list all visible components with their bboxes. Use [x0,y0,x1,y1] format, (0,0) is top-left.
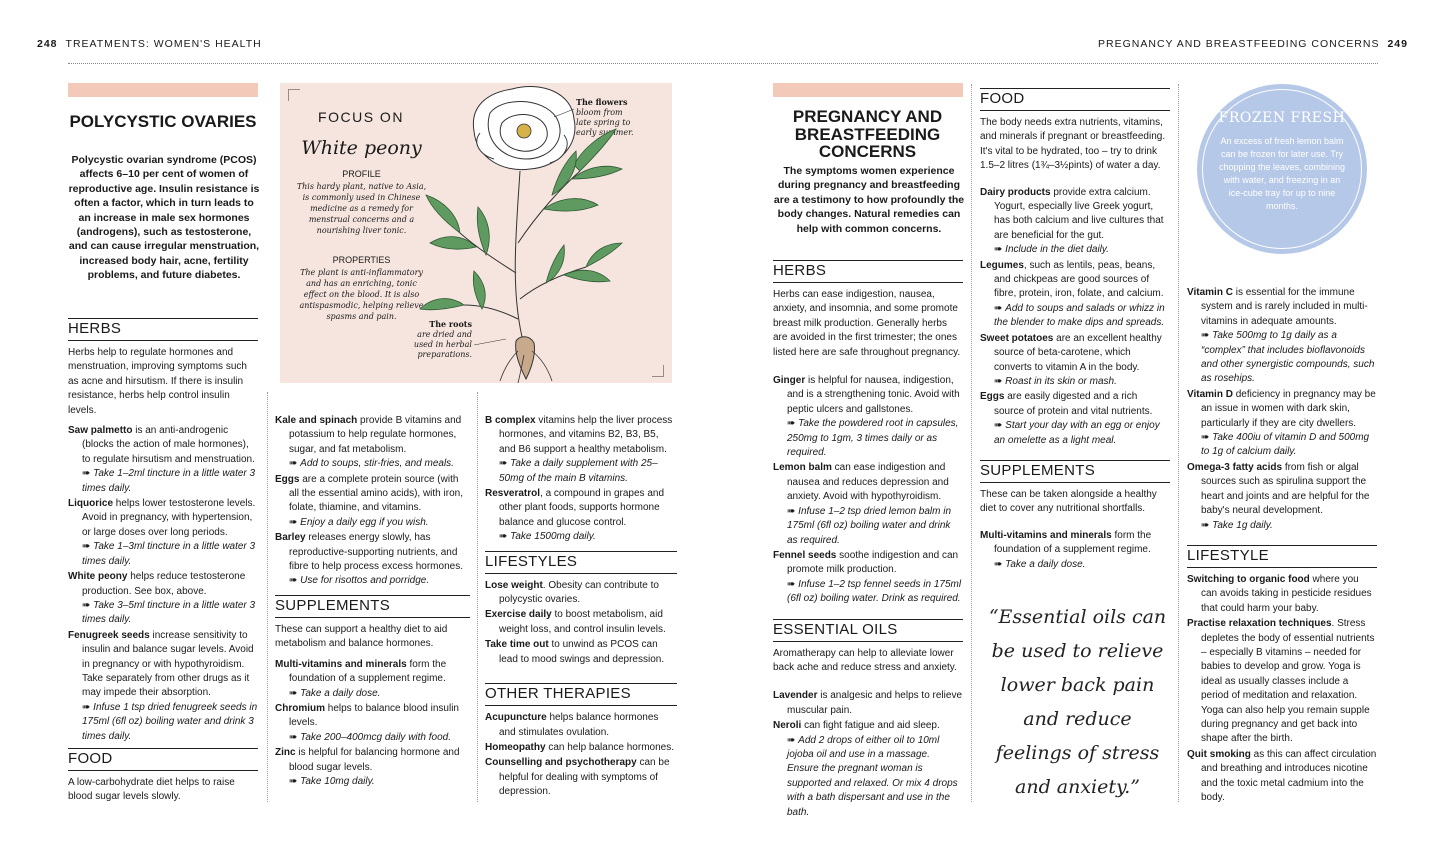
list-item [68,629,258,744]
pcos-food-intro: A low-carbohydrate diet helps to raise blood sugar levels slowly. [68,777,235,803]
arrow-icon: ➠ [787,734,799,746]
item-term: Saw palmetto [68,425,133,437]
arrow-icon: ➠ [82,468,94,480]
item-term: Dairy products [980,186,1051,198]
item-text: , a compound in grapes and other plant foods, supports hormone balance and glucose control. [499,488,665,528]
list-item [485,711,677,740]
item-text: . Obesity can contribute to polycystic ovaries. [499,579,659,606]
item-text: provide extra calcium. Yogurt, especially live Greek yogurt, has both calcium and live cultures that are beneficial for the gut. [994,186,1164,241]
essential-oils-list [773,689,963,820]
item-text: helps to balance blood insulin levels. [289,702,459,729]
item-term: Lavender [773,690,818,702]
list-item [980,332,1170,390]
item-term: Barley [275,532,306,544]
list-item [773,719,963,820]
list-item [1187,286,1377,387]
item-tip: Take 1500mg daily. [510,531,596,543]
frozen-fresh-callout [1202,89,1362,249]
list-item [275,658,470,701]
item-term: Homeopathy [485,741,546,753]
pull-quote: “Essential oils can be used to relieve lower back pain and reduce feelings of stress and anxiety.” [988,606,1167,798]
item-term: Lemon balm [773,462,832,474]
item-tip: Take 1–3ml tincture in a little water 3 times daily. [82,541,256,567]
item-tip: Infuse 1–2 tsp fennel seeds in 175ml (6fl oz) boiling water. Drink as required. [787,578,962,605]
item-term: Switching to organic food [1187,573,1310,585]
pcos-herbs-heading: HERBS [68,318,258,341]
arrow-icon: ➠ [787,578,799,590]
arrow-icon: ➠ [787,505,799,517]
item-term: Lose weight [485,579,543,591]
item-term: White peony [68,571,128,583]
item-term: Fennel seeds [773,549,837,561]
column-divider [267,392,268,802]
arrow-icon: ➠ [289,516,301,528]
profile-text: This hardy plant, native to Asia, is commonly used in Chinese medicine as a remedy for menstrual concerns and a nourishing liver tonic. [296,181,427,235]
pregnancy-herbs-list [773,374,963,607]
header-rule [68,63,1378,64]
list-item [275,702,470,745]
arrow-icon: ➠ [1201,432,1213,444]
arrow-icon: ➠ [994,558,1006,570]
item-text: are an excellent healthy source of beta-carotene, which converts to vitamin A in the body. [994,332,1162,373]
pcos-supplements-list [275,658,470,790]
essential-oils-intro: Aromatherapy can help to alleviate lower back ache and reduce stress and anxiety. [773,647,957,673]
item-tip: Take the powdered root in capsules, 250mg to 1gm, 3 times daily or as required. [787,418,959,459]
list-item [485,638,677,667]
list-item [485,579,677,608]
arrow-icon: ➠ [289,775,301,787]
arrow-icon: ➠ [1201,330,1213,342]
item-text: is essential for the immune system and is rarely included in multi-vitamins in adequate amounts. [1201,287,1368,327]
item-term: Ginger [773,375,806,387]
pcos-title: POLYCYSTIC OVARIES [69,112,257,131]
item-term: Multi-vitamins and minerals [980,529,1112,541]
list-item [275,473,470,531]
item-term: Multi-vitamins and minerals [275,658,407,670]
white-peony-illustration [280,83,672,383]
pcos-lifestyle-column [485,414,677,801]
item-text: from fish or algal sources such as spirulina support the heart and joints and are helpful for the baby's neural development. [1201,461,1370,517]
pcos-supplements-list-continued [485,414,677,545]
item-tip: Take 10mg daily. [300,775,375,787]
pcos-herbs-intro: Herbs help to regulate hormones and menstruation, improving symptoms such as acne and hirsutism. If there is insulin resistance, herbs help control insulin levels. [68,347,247,416]
item-text: increase sensitivity to insulin and balance sugar levels. Avoid in pregnancy or with hypothyroidism. Take separately from other drugs as it may impede their absorption. [82,629,254,699]
list-item [275,414,470,472]
item-text: can fight fatigue and aid sleep. [801,720,940,732]
item-text: is helpful for nausea, indigestion, and is a strengthening tonic. Avoid with peptic ulcers and gallstones. [787,375,960,415]
item-tip: Enjoy a daily egg if you wish. [300,516,429,528]
item-text: is an anti-androgenic (blocks the action of male hormones), to regulate hirsutism and menstruation. [82,425,255,465]
list-item [68,570,258,628]
item-tip: Roast in its skin or mash. [1005,375,1117,387]
frozen-fresh-title: FROZEN FRESH [1218,110,1346,126]
item-tip: Take 1g daily. [1212,519,1273,531]
focus-on-box [280,83,672,383]
flowers-text: bloom from late spring to early summer. [576,108,634,137]
arrow-icon: ➠ [1201,519,1213,531]
list-item [485,608,677,637]
arrow-icon: ➠ [499,531,511,543]
pregnancy-supplements-list-continued [1187,286,1377,533]
item-term: Eggs [275,473,300,485]
list-item [980,390,1170,448]
pregnancy-food-intro: The body needs extra nutrients, vitamins, and minerals if pregnant or breastfeeding. It's vital to be hydrated, too – try to drink 1.5–2 litres (1¾–3½pints) of water a day. [980,117,1166,172]
pcos-other-therapies-list [485,711,677,799]
right-page-number: 249 [1387,38,1408,50]
pregnancy-lifestyle-column [1187,286,1377,806]
item-tip: Include in the diet daily. [1005,244,1109,256]
list-item [773,689,963,718]
pregnancy-supplements-intro: These can be taken alongside a healthy diet to cover any nutritional shortfalls. [980,488,1157,515]
list-item [485,487,677,545]
pregnancy-food-heading: FOOD [980,88,1170,111]
arrow-icon: ➠ [994,420,1006,432]
item-text: where you can avoids taking in pesticide residues that could harm your baby. [1201,573,1372,614]
item-term: Take time out [485,639,549,651]
column-divider [971,84,972,802]
item-tip: Take 3–5ml tincture in a little water 3 times daily. [82,599,256,626]
item-tip: Take 1–2ml tincture in a little water 3 times daily. [82,468,256,494]
item-tip: Take 200–400mcg daily with food. [300,731,452,743]
item-term: Exercise daily [485,609,552,621]
flowers-label: The flowers [576,97,628,107]
pcos-herbs-column [68,318,258,745]
list-item [773,549,963,607]
list-item [1187,617,1377,747]
item-tip: Take 500mg to 1g daily as a “complex” that includes bioflavonoids and other synergistic compounds, such as rosehips. [1201,330,1375,385]
item-term: Kale and spinach [275,415,358,426]
item-term: Sweet potatoes [980,332,1054,344]
item-term: Quit smoking [1187,748,1251,760]
column-divider [477,392,478,802]
title-accent-bar [68,83,258,97]
item-term: Resveratrol [485,488,541,500]
item-term: Eggs [980,391,1005,403]
properties-text: The plant is anti-inflammatory and has an enriching, tonic effect on the blood. It is also antispasmodic, helping relieve spasms and pain. [299,267,424,321]
list-item [1187,573,1377,616]
item-tip: Take a daily dose. [1005,558,1086,570]
item-tip: Add 2 drops of either oil to 10ml jojoba oil and use in a massage. Ensure the pregnant woman is supported and relaxed. Or mix 4 drops with a bath dispersant and use in the bath. [787,734,958,818]
arrow-icon: ➠ [994,375,1006,387]
arrow-icon: ➠ [289,575,301,587]
item-text: helps lower testosterone levels. Avoid in pregnancy, with hypertension, or large doses over long periods. [82,498,256,538]
item-text: vitamins help the liver process hormones, and vitamins B2, B3, B5, and B6 support a healthy metabolism. [499,415,673,455]
item-text: helps reduce testosterone production. See box, above. [82,571,246,597]
item-term: Neroli [773,720,802,732]
focus-on-label: FOCUS ON [318,109,404,125]
list-item [773,374,963,460]
properties-heading: PROPERTIES [332,255,391,265]
item-tip: Start your day with an egg or enjoy an omelette as a light meal. [994,420,1160,446]
right-running-title: PREGNANCY AND BREASTFEEDING CONCERNS [1098,38,1380,50]
arrow-icon: ➠ [289,731,301,743]
list-item [275,746,470,789]
list-item [68,424,258,496]
item-text: helps balance hormones and stimulates ovulation. [499,712,659,738]
arrow-icon: ➠ [994,302,1006,314]
arrow-icon: ➠ [289,458,301,470]
pcos-other-therapies-heading: OTHER THERAPIES [485,683,677,706]
item-tip: Take a daily supplement with 25–50mg of the main B vitamins. [499,458,658,484]
pregnancy-herbs-column [773,260,963,821]
roots-text: are dried and used in herbal preparations. [413,330,472,359]
arrow-icon: ➠ [289,687,301,699]
item-term: Fenugreek seeds [68,629,150,641]
item-text: form the foundation of a supplement regime. [289,658,447,685]
list-item [1187,388,1377,460]
item-text: is analgesic and helps to relieve muscular pain. [787,690,962,716]
list-item [485,414,677,486]
item-text: to unwind as PCOS can lead to mood swings and depression. [499,639,665,665]
pcos-food-list [275,414,470,589]
item-term: Vitamin C [1187,287,1233,298]
pregnancy-lifestyle-heading: LIFESTYLE [1187,545,1377,568]
item-term: Acupuncture [485,712,547,724]
pregnancy-supplements-heading: SUPPLEMENTS [980,460,1170,483]
item-term: Chromium [275,702,325,714]
item-term: Vitamin D [1187,388,1233,400]
list-item [485,741,677,755]
item-term: Omega-3 fatty acids [1187,461,1283,473]
column-divider [1178,84,1179,802]
item-term: Practise relaxation techniques [1187,618,1332,630]
list-item [68,497,258,569]
arrow-icon: ➠ [787,418,799,430]
pregnancy-title: PREGNANCY AND BREASTFEEDING CONCERNS [792,107,943,161]
item-text: provide B vitamins and potassium to help regulate hormones, sugar, and fat metabolism. [289,415,462,455]
item-tip: Use for risottos and porridge. [300,575,430,587]
item-text: as this can affect circulation and breathing and introduces nicotine and the toxic metal cadmium into the body. [1201,748,1377,803]
arrow-icon: ➠ [82,701,94,713]
pcos-herbs-list [68,424,258,744]
item-text: . Stress depletes the body of essential nutrients – especially B vitamins – needed for babies to develop and grow. Yoga is ideal as usually classes include a period of meditation and relaxation. Yoga can also help you remain supple during pregnancy and get back into shape after the birth. [1201,618,1375,745]
profile-heading: PROFILE [342,169,381,179]
pregnancy-food-column [980,88,1170,573]
pregnancy-herbs-heading: HERBS [773,260,963,283]
item-tip: Infuse 1–2 tsp dried lemon balm in 175ml (6fl oz) boiling water and drink as required. [787,505,952,546]
arrow-icon: ➠ [82,599,94,611]
item-text: can be helpful for dealing with symptoms of depression. [499,757,670,798]
arrow-icon: ➠ [994,244,1006,256]
item-tip: Take a daily dose. [300,687,381,699]
item-text: to boost metabolism, aid weight loss, and control insulin levels. [499,609,666,635]
pregnancy-food-list [980,186,1170,448]
pcos-food-column [275,414,470,790]
frozen-fresh-text: An excess of fresh lemon balm can be frozen for later use. Try chopping the leaves, combining with water, and freezing in an ice-cube tray for up to nine months. [1218,136,1346,211]
pcos-food-heading: FOOD [68,748,258,771]
arrow-icon: ➠ [499,458,511,470]
list-item [485,756,677,799]
list-item [1187,748,1377,806]
pcos-supplements-intro: These can support a healthy diet to aid metabolism and balance hormones. [275,623,448,650]
pregnancy-herbs-intro: Herbs can ease indigestion, nausea, anxiety, and insomnia, and some promote breast milk production. Generally herbs are avoided in the first trimester; the ones listed here are safe throughout pregnancy. [773,289,961,358]
item-tip: Add to soups and salads or whizz in the blender to make dips and spreads. [994,302,1165,329]
pcos-intro: Polycystic ovarian syndrome (PCOS) affects 6–10 per cent of women of reproductive age. Insulin resistance is often a factor, which in turn leads to an increase in male sex hormones (androgens), such as testosterone, and can cause irregular menstruation, increased body hair, acne, fertility problems, and future diabetes. [68,154,260,282]
pregnancy-lifestyle-list [1187,573,1377,806]
item-tip: Take 400iu of vitamin D and 500mg to 1g of calcium daily. [1201,432,1370,458]
item-term: Liquorice [68,498,114,510]
item-tip: Infuse 1 tsp dried fenugreek seeds in 175ml (6fl oz) boiling water and drink 3 times daily. [82,701,258,742]
list-item [980,186,1170,258]
title-accent-bar [773,83,963,97]
list-item [773,461,963,547]
right-running-header [1098,38,1408,50]
item-tip: Add to soups, stir-fries, and meals. [300,458,454,470]
item-text: soothe indigestion and can promote milk production. [787,549,959,576]
item-text: are a complete protein source (with all the essential amino acids), with iron, folate, thiamine, and vitamins. [289,473,463,514]
item-term: B complex [485,415,536,426]
list-item [1187,461,1377,533]
item-text: is helpful for balancing hormone and blood sugar levels. [289,747,460,773]
item-term: Zinc [275,747,296,759]
left-running-header [37,38,262,50]
item-text: deficiency in pregnancy may be an issue in women with dark skin, particularly if they are city dwellers. [1201,388,1376,429]
list-item [980,259,1170,331]
pregnancy-supplements-list [980,529,1170,572]
roots-label: The roots [429,319,472,329]
item-text: releases energy slowly, has reproductive-supporting nutrients, and fibre to help process excess hormones. [289,532,463,573]
item-text: can help balance hormones. [545,741,674,753]
item-text: , such as lentils, peas, beans, and chickpeas are good sources of fibre, protein, iron, folate, and calcium. [994,259,1164,300]
item-term: Legumes [980,259,1024,271]
item-text: are easily digested and a rich source of protein and vital nutrients. [994,391,1153,417]
pcos-supplements-heading: SUPPLEMENTS [275,595,470,618]
left-running-title: TREATMENTS: WOMEN'S HEALTH [65,38,262,50]
item-text: form the foundation of a supplement regime. [994,529,1152,556]
pcos-lifestyles-heading: LIFESTYLES [485,551,677,574]
item-term: Counselling and psychotherapy [485,757,637,769]
pregnancy-intro: The symptoms women experience during pregnancy and breastfeeding are a testimony to how profoundly the body changes. Natural remedies can help with common concerns. [773,165,965,235]
arrow-icon: ➠ [82,541,94,553]
pcos-lifestyles-list [485,579,677,667]
item-text: can ease indigestion and nausea and reduces depression and anxiety. Avoid with hypothyroidism. [787,462,949,503]
left-page-number: 248 [37,38,58,50]
focus-plant-name: White peony [301,137,422,159]
list-item [275,531,470,589]
essential-oils-heading: ESSENTIAL OILS [773,619,963,642]
pcos-food-block [68,748,258,805]
list-item [980,529,1170,572]
